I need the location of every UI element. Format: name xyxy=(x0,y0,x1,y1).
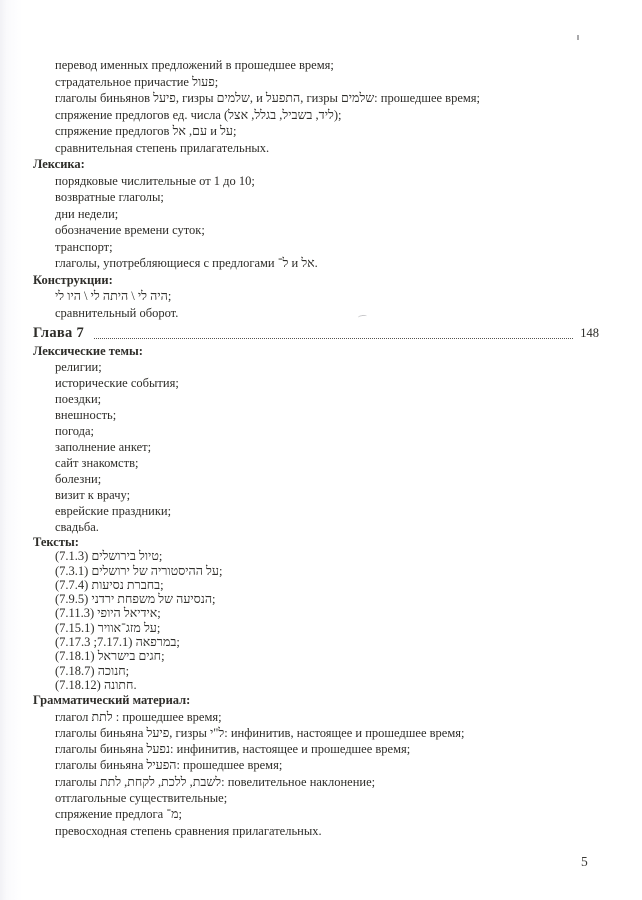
toc-line: дни недели; xyxy=(55,206,119,221)
toc-line: превосходная степень сравнения прилагательных. xyxy=(55,823,322,838)
toc-line: отглагольные существительные; xyxy=(55,791,228,806)
page-number: 5 xyxy=(581,854,588,869)
dot-leader xyxy=(94,338,573,339)
toc-line-hebrew: חתונה (7.18.12). xyxy=(55,677,137,692)
toc-line: глаголы биньяна פיעל, гизры ל"י: инфинитив, настоящее и прошедшее время; xyxy=(55,725,465,740)
toc-line-hebrew: טיול בירושלים (7.1.3); xyxy=(55,549,163,564)
grammar-section xyxy=(33,692,599,839)
toc-line: сравнительный оборот. xyxy=(55,305,179,320)
toc-line: страдательное причастие פעול; xyxy=(55,74,219,89)
toc-line: глаголы биньяна הפעיל: прошедшее время; xyxy=(55,758,283,773)
chapter-title: Глава 7 xyxy=(33,325,85,341)
toc-line-hebrew: הנסיעה של משפחת ירדני (7.9.5); xyxy=(55,592,216,607)
toc-line: глагол לתת : прошедшее время; xyxy=(55,709,222,724)
toc-line: религии; xyxy=(55,360,102,374)
toc-line-hebrew: חגים בישראל (7.18.1); xyxy=(55,649,165,664)
chapter6-continuation-section xyxy=(33,57,599,321)
toc-line: глаголы, употребляющиеся с предлогами ל־ и אל. xyxy=(55,256,318,270)
toc-line: порядковые числительные от 1 до 10; xyxy=(55,173,255,188)
toc-line: внешность; xyxy=(55,408,117,422)
texts-section xyxy=(33,535,599,692)
toc-line: сайт знакомств; xyxy=(55,456,139,470)
toc-line: погода; xyxy=(55,424,95,438)
toc-line-hebrew: על ההיסטוריה של ירושלים (7.3.1); xyxy=(55,563,223,578)
toc-line-hebrew: על מזג־אוויר (7.15.1); xyxy=(55,620,161,635)
toc-line: глаголы биньянов פיעל, гизры שלמים, и התפעל, гизры שלמים: прошедшее время; xyxy=(55,91,481,105)
toc-line: перевод именных предложений в прошедшее время; xyxy=(55,58,334,72)
toc-line: глаголы לשבת, ללכת, לקחת, לתת: повелительное наклонение; xyxy=(55,774,376,789)
toc-line: возвратные глаголы; xyxy=(55,190,164,204)
toc-line-hebrew: במרפאה (7.17.1; 7.17.3); xyxy=(55,635,180,650)
section-heading-grammar: Грамматический материал: xyxy=(33,693,191,708)
toc-line: сравнительная степень прилагательных. xyxy=(55,140,270,155)
toc-line: заполнение анкет; xyxy=(55,440,152,454)
toc-line: болезни; xyxy=(55,472,102,486)
toc-line: обозначение времени суток; xyxy=(55,223,205,237)
lexical-themes-section xyxy=(33,343,599,535)
toc-line: еврейские праздники; xyxy=(55,504,172,518)
toc-line: היה לי \ היתה לי \ היו לי; xyxy=(55,289,172,303)
toc-line: транспорт; xyxy=(55,239,113,254)
toc-line: поездки; xyxy=(55,392,102,406)
toc-line: спряжение предлога מ־; xyxy=(55,807,182,822)
chapter-page-number: 148 xyxy=(580,326,599,340)
toc-line: исторические события; xyxy=(55,376,179,390)
section-heading-konstrukcii: Конструкции: xyxy=(33,272,113,287)
section-heading-lexika: Лексика: xyxy=(33,157,85,171)
toc-line-hebrew: אידיאל היופי (7.11.3); xyxy=(55,606,161,621)
toc-line: визит к врачу; xyxy=(55,488,131,502)
toc-line: спряжение предлогов ед. числа (ליד, בשביל, בגלל, אצל); xyxy=(55,107,342,122)
toc-line: спряжение предлогов עם, אל и על; xyxy=(55,124,237,138)
toc-line: свадьба. xyxy=(55,520,99,534)
toc-line-hebrew: בחברת נסיעות (7.7.4); xyxy=(55,577,164,592)
toc-line: глаголы биньяна נפעל: инфинитив, настоящее и прошедшее время; xyxy=(55,742,411,757)
section-heading-lex-themes: Лексические темы: xyxy=(33,344,143,358)
section-heading-texts: Тексты: xyxy=(33,535,79,549)
chapter-7-toc-entry xyxy=(33,324,599,343)
page-content xyxy=(33,57,599,839)
scan-artifact-speck xyxy=(577,35,579,40)
toc-line-hebrew: חנוכה (7.18.7); xyxy=(55,663,130,678)
